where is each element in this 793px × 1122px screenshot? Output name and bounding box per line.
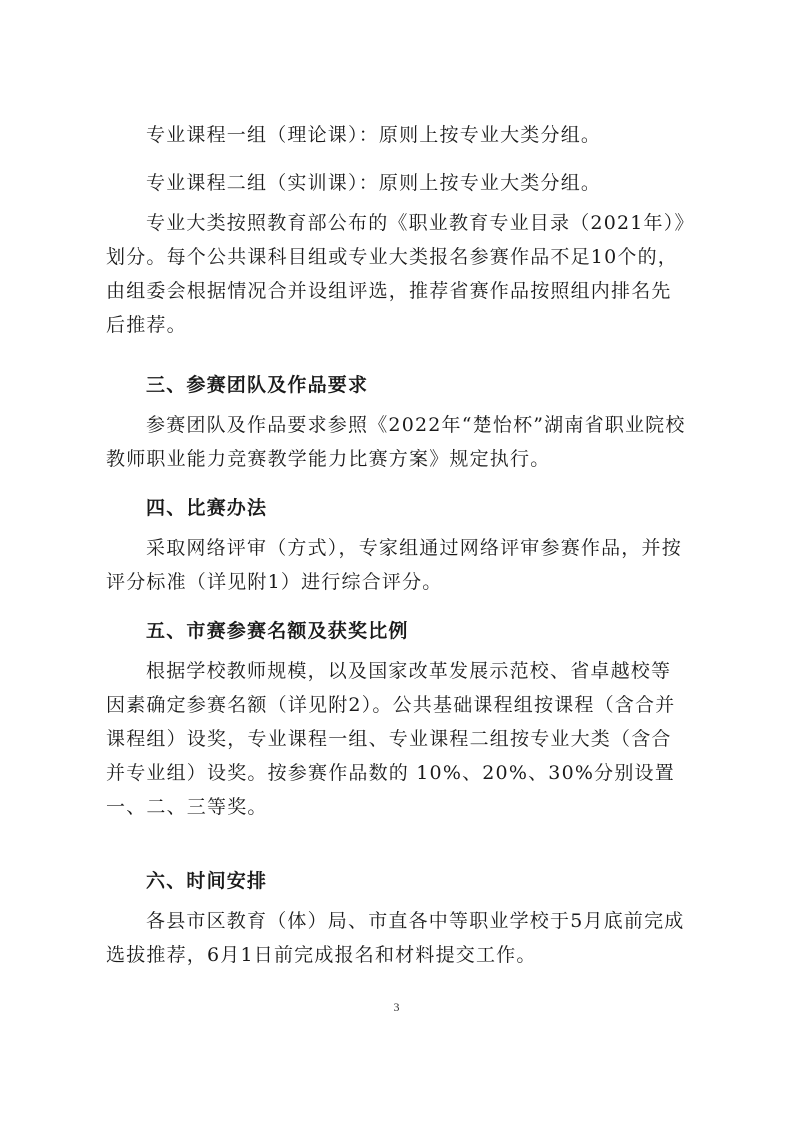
section5-text: 根据学校教师规模，以及国家改革发展示范校、省卓越校等因素确定参赛名额（详见附2）。公共基础课程组按课程（含合并课程组）设奖，专业课程一组、专业课程二组按专业大类（含合并专业组）设奖。按参赛作品数的 10%、20%、30%分别设置一、二、三等奖。 <box>106 660 676 818</box>
section3-paragraph <box>106 408 686 476</box>
section6-text: 各县市区教育（体）局、市直各中等职业学校于5月底前完成选拔推荐，6月1日前完成报名和材料提交工作。 <box>106 910 685 966</box>
section6-heading: 六、时间安排 <box>146 870 268 892</box>
division-paragraph <box>106 206 686 342</box>
page-number: 3 <box>393 1000 400 1014</box>
section3-text: 参赛团队及作品要求参照《2022年“楚怡杯”湖南省职业院校教师职业能力竞赛教学能力比赛方案》规定执行。 <box>106 414 686 470</box>
section6-paragraph <box>106 904 686 972</box>
section4-paragraph <box>106 531 686 599</box>
section4-heading: 四、比赛办法 <box>146 497 268 519</box>
group1-line: 专业课程一组（理论课）：原则上按专业大类分组。 <box>146 124 602 146</box>
section4-text: 采取网络评审（方式），专家组通过网络评审参赛作品，并按评分标准（详见附1）进行综合评分。 <box>106 537 682 593</box>
division-text: 专业大类按照教育部公布的《职业教育专业目录（2021年）》划分。每个公共课科目组或专业大类报名参赛作品不足10个的，由组委会根据情况合并设组评选，推荐省赛作品按照组内排名先后推荐。 <box>106 212 686 336</box>
section5-heading: 五、市赛参赛名额及获奖比例 <box>146 620 409 642</box>
section3-heading: 三、参赛团队及作品要求 <box>146 374 369 396</box>
group2-line: 专业课程二组（实训课）：原则上按专业大类分组。 <box>146 172 602 194</box>
section5-paragraph <box>106 654 686 824</box>
